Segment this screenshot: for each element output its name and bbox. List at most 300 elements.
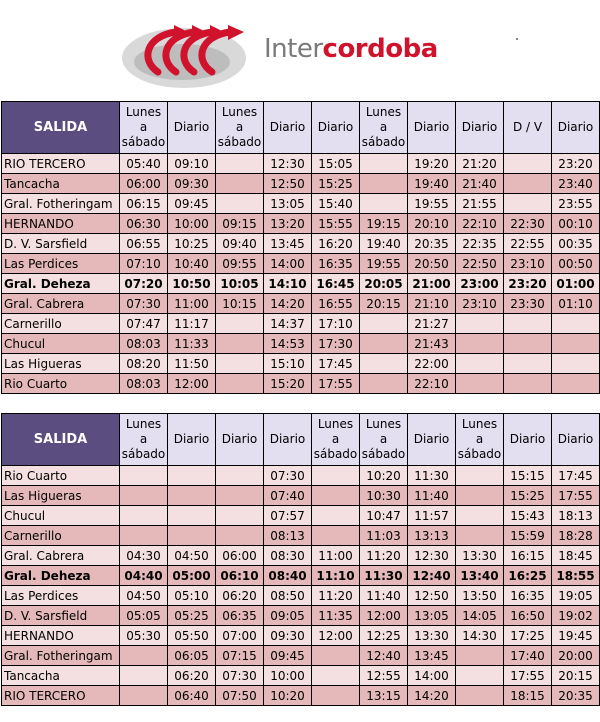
departure-time: 16:15 xyxy=(504,546,552,566)
column-header: Diario xyxy=(552,102,600,154)
departure-time: 07:30 xyxy=(120,294,168,314)
station-name: D. V. Sarsfield xyxy=(2,234,120,254)
column-header: Diario xyxy=(216,414,264,466)
departure-time: 14:05 xyxy=(456,606,504,626)
departure-time: 13:15 xyxy=(360,686,408,706)
table-row xyxy=(2,666,600,686)
departure-time: 21:55 xyxy=(456,194,504,214)
departure-time: 08:50 xyxy=(264,586,312,606)
station-name: Gral. Fotheringam xyxy=(2,194,120,214)
departure-time: 12:30 xyxy=(408,546,456,566)
table-row xyxy=(2,486,600,506)
departure-time xyxy=(312,466,360,486)
departure-time xyxy=(456,354,504,374)
table-row xyxy=(2,646,600,666)
departure-time: 08:20 xyxy=(120,354,168,374)
departure-time xyxy=(504,354,552,374)
departure-time: 07:50 xyxy=(216,686,264,706)
column-header: Diario xyxy=(504,414,552,466)
departure-time: 14:37 xyxy=(264,314,312,334)
departure-time: 20:00 xyxy=(552,646,600,666)
departure-time: 21:10 xyxy=(408,294,456,314)
departure-time: 17:10 xyxy=(312,314,360,334)
departure-time: 15:40 xyxy=(312,194,360,214)
departure-time: 21:00 xyxy=(408,274,456,294)
departure-time: 06:15 xyxy=(120,194,168,214)
table-row xyxy=(2,526,600,546)
departure-time: 09:55 xyxy=(216,254,264,274)
column-header: D / V xyxy=(504,102,552,154)
departure-time: 22:35 xyxy=(456,234,504,254)
table-row xyxy=(2,154,600,174)
departure-time: 18:55 xyxy=(552,566,600,586)
column-header: Diario xyxy=(168,414,216,466)
station-name: Las Higueras xyxy=(2,486,120,506)
departure-time xyxy=(456,506,504,526)
departure-time: 06:05 xyxy=(168,646,216,666)
station-name: D. V. Sarsfield xyxy=(2,606,120,626)
departure-time: 16:35 xyxy=(504,586,552,606)
departure-time: 12:00 xyxy=(168,374,216,394)
departure-time: 16:35 xyxy=(312,254,360,274)
table-row xyxy=(2,546,600,566)
departure-time: 20:50 xyxy=(408,254,456,274)
departure-time: 04:30 xyxy=(120,546,168,566)
departure-time: 22:10 xyxy=(408,374,456,394)
departure-time: 17:40 xyxy=(504,646,552,666)
departure-time: 17:45 xyxy=(312,354,360,374)
departure-time: 10:20 xyxy=(264,686,312,706)
departure-time: 17:30 xyxy=(312,334,360,354)
departure-time: 08:30 xyxy=(264,546,312,566)
departure-time: 05:40 xyxy=(120,154,168,174)
departure-time xyxy=(456,314,504,334)
departure-time xyxy=(216,466,264,486)
departure-time: 15:25 xyxy=(504,486,552,506)
station-name: HERNANDO xyxy=(2,626,120,646)
departure-time: 21:20 xyxy=(456,154,504,174)
departure-time xyxy=(360,194,408,214)
departure-time: 09:45 xyxy=(264,646,312,666)
table-row xyxy=(2,686,600,706)
station-name: Las Perdices xyxy=(2,254,120,274)
brand-part-2: cordoba xyxy=(322,34,438,64)
departure-time: 12:00 xyxy=(360,606,408,626)
departure-time: 17:25 xyxy=(504,626,552,646)
table-row xyxy=(2,274,600,294)
departure-time: 17:55 xyxy=(504,666,552,686)
station-name: Las Perdices xyxy=(2,586,120,606)
table-header-row xyxy=(2,414,600,466)
departure-time: 23:00 xyxy=(456,274,504,294)
departure-time: 19:55 xyxy=(360,254,408,274)
departure-time: 00:10 xyxy=(552,214,600,234)
departure-time: 23:30 xyxy=(504,294,552,314)
departure-time: 19:20 xyxy=(408,154,456,174)
column-header: Diario xyxy=(312,102,360,154)
departure-time: 06:00 xyxy=(120,174,168,194)
departure-time: 15:15 xyxy=(504,466,552,486)
departure-time: 11:20 xyxy=(360,546,408,566)
departure-time: 14:20 xyxy=(264,294,312,314)
departure-time xyxy=(216,354,264,374)
departure-time: 12:00 xyxy=(312,626,360,646)
departure-time xyxy=(120,646,168,666)
departure-time xyxy=(216,486,264,506)
departure-time xyxy=(504,374,552,394)
column-header: Lunes a sábado xyxy=(120,102,168,154)
departure-time: 13:20 xyxy=(264,214,312,234)
departure-time: 13:45 xyxy=(408,646,456,666)
departure-time: 14:10 xyxy=(264,274,312,294)
table-row xyxy=(2,566,600,586)
departure-time: 19:05 xyxy=(552,586,600,606)
station-name: Chucul xyxy=(2,334,120,354)
station-name: Las Higueras xyxy=(2,354,120,374)
departure-time xyxy=(120,686,168,706)
station-name: Gral. Cabrera xyxy=(2,546,120,566)
departure-time: 11:35 xyxy=(312,606,360,626)
departure-time: 14:30 xyxy=(456,626,504,646)
departure-time: 09:40 xyxy=(216,234,264,254)
column-header: Diario xyxy=(168,102,216,154)
departure-time xyxy=(456,666,504,686)
departure-time: 15:20 xyxy=(264,374,312,394)
departure-time xyxy=(552,354,600,374)
departure-time xyxy=(360,314,408,334)
column-header: Diario xyxy=(408,414,456,466)
table-row xyxy=(2,194,600,214)
departure-time xyxy=(504,194,552,214)
departure-time xyxy=(456,646,504,666)
departure-time: 11:40 xyxy=(408,486,456,506)
header xyxy=(0,0,600,101)
departure-time: 05:05 xyxy=(120,606,168,626)
departure-time xyxy=(552,374,600,394)
departure-time: 20:35 xyxy=(552,686,600,706)
departure-time: 12:25 xyxy=(360,626,408,646)
departure-time: 07:40 xyxy=(264,486,312,506)
departure-time xyxy=(120,466,168,486)
departure-time: 07:15 xyxy=(216,646,264,666)
departure-time: 09:30 xyxy=(264,626,312,646)
departure-time: 12:40 xyxy=(408,566,456,586)
departure-time: 22:50 xyxy=(456,254,504,274)
departure-time: 18:45 xyxy=(552,546,600,566)
departure-time: 16:50 xyxy=(504,606,552,626)
table-row xyxy=(2,314,600,334)
departure-time: 20:35 xyxy=(408,234,456,254)
departure-time: 23:10 xyxy=(456,294,504,314)
departure-time xyxy=(504,334,552,354)
column-header: Diario xyxy=(264,102,312,154)
departure-time: 06:55 xyxy=(120,234,168,254)
departure-time: 10:50 xyxy=(168,274,216,294)
departure-time: 23:10 xyxy=(504,254,552,274)
table-row xyxy=(2,374,600,394)
departure-time: 19:40 xyxy=(360,234,408,254)
column-header: Lunes a sábado xyxy=(312,414,360,466)
departure-time: 07:10 xyxy=(120,254,168,274)
departure-time: 09:10 xyxy=(168,154,216,174)
departure-time: 12:50 xyxy=(408,586,456,606)
departure-time: 21:40 xyxy=(456,174,504,194)
departure-time: 07:57 xyxy=(264,506,312,526)
departure-time xyxy=(120,666,168,686)
schedule-table-outbound xyxy=(1,101,600,394)
departure-time: 10:00 xyxy=(168,214,216,234)
departure-time: 05:00 xyxy=(168,566,216,586)
departure-time xyxy=(456,526,504,546)
salida-header: SALIDA xyxy=(2,102,120,154)
departure-time: 08:03 xyxy=(120,374,168,394)
departure-time xyxy=(312,646,360,666)
departure-time: 20:15 xyxy=(552,666,600,686)
departure-time: 04:50 xyxy=(120,586,168,606)
table-row xyxy=(2,214,600,234)
departure-time: 22:00 xyxy=(408,354,456,374)
departure-time xyxy=(360,174,408,194)
departure-time: 19:55 xyxy=(408,194,456,214)
station-name: Tancacha xyxy=(2,174,120,194)
departure-time: 09:30 xyxy=(168,174,216,194)
departure-time: 11:40 xyxy=(360,586,408,606)
departure-time: 12:30 xyxy=(264,154,312,174)
departure-time: 21:27 xyxy=(408,314,456,334)
table-header-row xyxy=(2,102,600,154)
departure-time xyxy=(168,466,216,486)
departure-time: 16:55 xyxy=(312,294,360,314)
departure-time: 14:00 xyxy=(264,254,312,274)
column-header: Diario xyxy=(552,414,600,466)
departure-time: 12:40 xyxy=(360,646,408,666)
departure-time: 06:30 xyxy=(120,214,168,234)
column-header: Diario xyxy=(264,414,312,466)
departure-time xyxy=(360,374,408,394)
table-row xyxy=(2,254,600,274)
departure-time: 12:50 xyxy=(264,174,312,194)
brand-wordmark xyxy=(264,34,438,64)
table-spacer xyxy=(0,394,600,413)
departure-time: 10:47 xyxy=(360,506,408,526)
departure-time xyxy=(456,374,504,394)
departure-time xyxy=(504,154,552,174)
departure-time: 08:40 xyxy=(264,566,312,586)
departure-time xyxy=(216,194,264,214)
departure-time xyxy=(216,334,264,354)
table-row xyxy=(2,586,600,606)
departure-time xyxy=(504,174,552,194)
departure-time: 13:05 xyxy=(264,194,312,214)
departure-time: 14:00 xyxy=(408,666,456,686)
table-row xyxy=(2,174,600,194)
departure-time: 15:25 xyxy=(312,174,360,194)
departure-time xyxy=(456,486,504,506)
station-name: Carnerillo xyxy=(2,526,120,546)
departure-time: 05:30 xyxy=(120,626,168,646)
station-name: Chucul xyxy=(2,506,120,526)
departure-time: 13:50 xyxy=(456,586,504,606)
table-row xyxy=(2,354,600,374)
departure-time: 10:30 xyxy=(360,486,408,506)
departure-time: 22:55 xyxy=(504,234,552,254)
departure-time: 00:50 xyxy=(552,254,600,274)
departure-time: 16:20 xyxy=(312,234,360,254)
departure-time: 20:10 xyxy=(408,214,456,234)
departure-time xyxy=(312,666,360,686)
departure-time: 07:00 xyxy=(216,626,264,646)
departure-time: 06:35 xyxy=(216,606,264,626)
departure-time: 13:30 xyxy=(456,546,504,566)
departure-time: 10:05 xyxy=(216,274,264,294)
station-name: RIO TERCERO xyxy=(2,686,120,706)
departure-time: 09:15 xyxy=(216,214,264,234)
table-row xyxy=(2,506,600,526)
departure-time: 07:47 xyxy=(120,314,168,334)
station-name: RIO TERCERO xyxy=(2,154,120,174)
departure-time: 13:13 xyxy=(408,526,456,546)
departure-time: 22:30 xyxy=(504,214,552,234)
departure-time: 06:10 xyxy=(216,566,264,586)
departure-time xyxy=(360,354,408,374)
departure-time: 06:20 xyxy=(168,666,216,686)
departure-time xyxy=(312,486,360,506)
departure-time: 22:10 xyxy=(456,214,504,234)
departure-time: 05:25 xyxy=(168,606,216,626)
departure-time: 01:10 xyxy=(552,294,600,314)
departure-time xyxy=(552,334,600,354)
column-header: Lunes a sábado xyxy=(456,414,504,466)
departure-time: 13:30 xyxy=(408,626,456,646)
departure-time: 18:15 xyxy=(504,686,552,706)
departure-time: 10:00 xyxy=(264,666,312,686)
departure-time: 05:10 xyxy=(168,586,216,606)
departure-time: 16:25 xyxy=(504,566,552,586)
departure-time xyxy=(120,506,168,526)
departure-time: 23:40 xyxy=(552,174,600,194)
table-row xyxy=(2,334,600,354)
departure-time xyxy=(552,314,600,334)
departure-time: 13:05 xyxy=(408,606,456,626)
departure-time: 08:13 xyxy=(264,526,312,546)
departure-time: 06:00 xyxy=(216,546,264,566)
departure-time xyxy=(312,526,360,546)
departure-time: 19:40 xyxy=(408,174,456,194)
table-row xyxy=(2,466,600,486)
departure-time: 00:35 xyxy=(552,234,600,254)
departure-time: 19:02 xyxy=(552,606,600,626)
departure-time: 20:15 xyxy=(360,294,408,314)
departure-time: 11:00 xyxy=(168,294,216,314)
departure-time: 11:57 xyxy=(408,506,456,526)
departure-time xyxy=(360,154,408,174)
departure-time: 05:50 xyxy=(168,626,216,646)
departure-time xyxy=(216,174,264,194)
departure-time: 10:40 xyxy=(168,254,216,274)
table-row xyxy=(2,294,600,314)
departure-time: 01:00 xyxy=(552,274,600,294)
departure-time xyxy=(456,334,504,354)
departure-time xyxy=(168,506,216,526)
column-header: Lunes a sábado xyxy=(360,102,408,154)
departure-time xyxy=(216,374,264,394)
departure-time: 11:30 xyxy=(360,566,408,586)
departure-time: 13:45 xyxy=(264,234,312,254)
table-row xyxy=(2,626,600,646)
departure-time: 20:05 xyxy=(360,274,408,294)
station-name: Gral. Fotheringam xyxy=(2,646,120,666)
departure-time xyxy=(456,686,504,706)
departure-time: 11:33 xyxy=(168,334,216,354)
departure-time: 11:10 xyxy=(312,566,360,586)
departure-time: 11:50 xyxy=(168,354,216,374)
departure-time: 10:15 xyxy=(216,294,264,314)
schedule-table-return xyxy=(1,413,600,706)
column-header: Diario xyxy=(408,102,456,154)
departure-time: 07:20 xyxy=(120,274,168,294)
departure-time: 11:20 xyxy=(312,586,360,606)
decorative-dot xyxy=(516,38,518,40)
departure-time xyxy=(504,314,552,334)
station-name: Carnerillo xyxy=(2,314,120,334)
column-header: Lunes a sábado xyxy=(120,414,168,466)
departure-time xyxy=(120,526,168,546)
departure-time: 12:55 xyxy=(360,666,408,686)
column-header: Lunes a sábado xyxy=(360,414,408,466)
column-header: Diario xyxy=(456,102,504,154)
table-row xyxy=(2,606,600,626)
departure-time: 14:20 xyxy=(408,686,456,706)
departure-time: 23:55 xyxy=(552,194,600,214)
departure-time: 15:43 xyxy=(504,506,552,526)
departure-time xyxy=(168,486,216,506)
departure-time: 21:43 xyxy=(408,334,456,354)
departure-time: 14:53 xyxy=(264,334,312,354)
departure-time: 07:30 xyxy=(264,466,312,486)
table-row xyxy=(2,234,600,254)
departure-time: 15:55 xyxy=(312,214,360,234)
departure-time xyxy=(312,506,360,526)
departure-time: 16:45 xyxy=(312,274,360,294)
departure-time: 17:45 xyxy=(552,466,600,486)
departure-time: 11:17 xyxy=(168,314,216,334)
departure-time: 07:30 xyxy=(216,666,264,686)
departure-time xyxy=(216,314,264,334)
departure-time xyxy=(216,154,264,174)
column-header: Lunes a sábado xyxy=(216,102,264,154)
departure-time: 17:55 xyxy=(312,374,360,394)
intercordoba-logo xyxy=(118,14,258,92)
departure-time: 09:05 xyxy=(264,606,312,626)
departure-time: 23:20 xyxy=(504,274,552,294)
departure-time: 23:20 xyxy=(552,154,600,174)
station-name: Gral. Cabrera xyxy=(2,294,120,314)
departure-time xyxy=(120,486,168,506)
departure-time: 11:30 xyxy=(408,466,456,486)
departure-time: 18:13 xyxy=(552,506,600,526)
departure-time: 04:50 xyxy=(168,546,216,566)
departure-time: 09:45 xyxy=(168,194,216,214)
departure-time: 04:40 xyxy=(120,566,168,586)
departure-time: 06:40 xyxy=(168,686,216,706)
departure-time xyxy=(360,334,408,354)
departure-time xyxy=(456,466,504,486)
station-name: HERNANDO xyxy=(2,214,120,234)
station-name: Gral. Deheza xyxy=(2,566,120,586)
departure-time: 15:10 xyxy=(264,354,312,374)
station-name: Tancacha xyxy=(2,666,120,686)
departure-time xyxy=(312,686,360,706)
